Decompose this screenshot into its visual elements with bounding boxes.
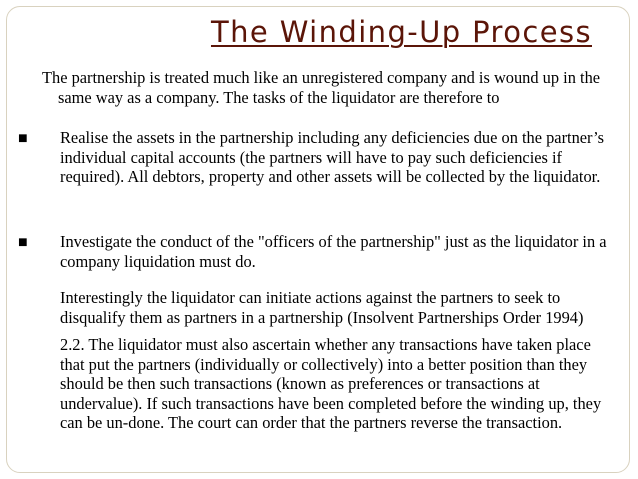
intro-paragraph: The partnership is treated much like an unregistered company and is wound up in the same way as a company. The tasks of the liquidator are therefore to [42, 68, 601, 107]
bullet-text: Investigate the conduct of the "officers of the partnership" just as the liquidator in a company liquidation must do. [60, 232, 607, 271]
square-bullet-icon: ■ [18, 130, 28, 147]
bullet-text: Realise the assets in the partnership including any deficiencies due on the partner’s individual capital accounts (the partners will have to pay such deficiencies if required). All debtors, property and other assets will be collected by the liquidator. [60, 128, 605, 186]
slide-title: The Winding-Up Process [210, 15, 592, 49]
bullet-item-realise-assets [18, 128, 618, 187]
bullet-item-investigate-conduct [18, 232, 618, 271]
body-paragraph-disqualify: Interestingly the liquidator can initiate actions against the partners to seek to disqualify them as partners in a partnership (Insolvent Partnerships Order 1994) [60, 288, 584, 327]
body-paragraph-transactions: 2.2. The liquidator must also ascertain whether any transactions have taken place that put the partners (individually or collectively) into a better position than they should be then such transactions (known as preferences or transactions at undervalue). If such transactions have been completed before the winding up, they can be un-done. The court can order that the partners reverse the transaction. [60, 335, 602, 432]
square-bullet-icon: ■ [18, 234, 28, 251]
